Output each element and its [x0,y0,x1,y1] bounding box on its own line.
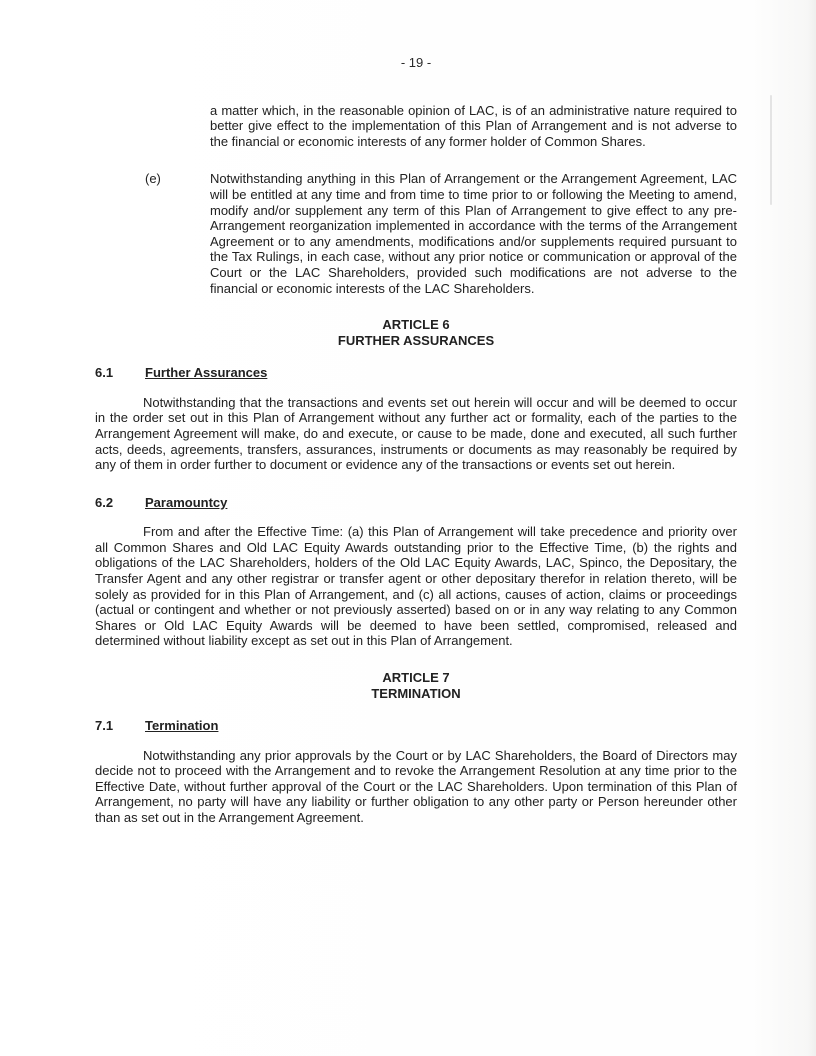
article-6-heading [95,317,737,349]
section-number: 6.2 [95,494,114,510]
clause-label [145,103,210,150]
section-title: Termination [145,718,219,734]
section-heading-7-1 [95,718,737,734]
section-title: Further Assurances [145,365,268,381]
section-number: 7.1 [95,718,114,734]
paragraph-6-2: From and after the Effective Time: (a) this Plan of Arrangement will take precedence and priority over all Common Shares and Old LAC Equity Awards outstanding prior to the Effective Time, (b) the rights and obligations of the LAC Shareholders, holders of the Old LAC Equity Awards, LAC, Spinco, the Depositary, the Transfer Agent and any other registrar or transfer agent or other depositary therefor in relation thereto, will be solely as provided for in this Plan of Arrangement, and (c) all actions, causes of action, claims or proceedings (actual or contingent and whether or not previously asserted) based on or in any way relating to any Common Shares or Old LAC Equity Awards will be deemed to have been settled, compromised, released and determined without liability except as set out in this Plan of Arrangement. [95,524,737,649]
clause-continuation [145,103,737,150]
article-6-title: FURTHER ASSURANCES [337,333,495,349]
article-7-heading [95,670,737,702]
clause-text: a matter which, in the reasonable opinion of LAC, is of an administrative nature required to better give effect to the implementation of this Plan of Arrangement and is not adverse to the financial or economic interests of any former holder of Common Shares. [210,102,737,149]
clause-label: (e) [145,171,161,187]
section-number: 6.1 [95,365,114,381]
section-title: Paramountcy [145,494,228,510]
article-6-number: ARTICLE 6 [382,317,450,333]
section-heading-6-1 [95,365,737,381]
article-7-number: ARTICLE 7 [382,670,450,686]
clause-text: Notwithstanding anything in this Plan of Arrangement or the Arrangement Agreement, LAC will be entitled at any time and from time to time prior to or following the Meeting to amend, modify and/or supplement any term of this Plan of Arrangement to give effect to any pre-Arrangement reorganization implemented in accordance with the terms of the Arrangement Agreement or to any amendments, modifications and/or supplements required pursuant to the Tax Rulings, in each case, without any prior notice or communication or approval of the Court or the LAC Shareholders, provided such modifications are not adverse to the financial or economic interests of the LAC Shareholders. [210,171,737,296]
section-heading-6-2 [95,495,737,511]
scan-artifact [770,95,772,205]
article-7-title: TERMINATION [371,686,461,702]
paragraph-7-1: Notwithstanding any prior approvals by the Court or by LAC Shareholders, the Board of Directors may decide not to proceed with the Arrangement and to revoke the Arrangement Resolution at any time prior to the Effective Date, without further approval of the Court or the LAC Shareholders. Upon termination of this Plan of Arrangement, no party will have any liability or further obligation to any other party or Person hereunder other than as set out in the Arrangement Agreement. [95,747,737,825]
page-number: - 19 - [400,55,432,70]
clause-e [145,171,737,296]
paragraph-6-1: Notwithstanding that the transactions and events set out herein will occur and will be deemed to occur in the order set out in this Plan of Arrangement without any further act or formality, each of the parties to the Arrangement Agreement will make, do and execute, or cause to be made, done and executed, all such further acts, deeds, agreements, transfers, assurances, instruments or documents as may reasonably be required by any of them in order further to document or evidence any of the transactions or events set out herein. [95,394,737,473]
